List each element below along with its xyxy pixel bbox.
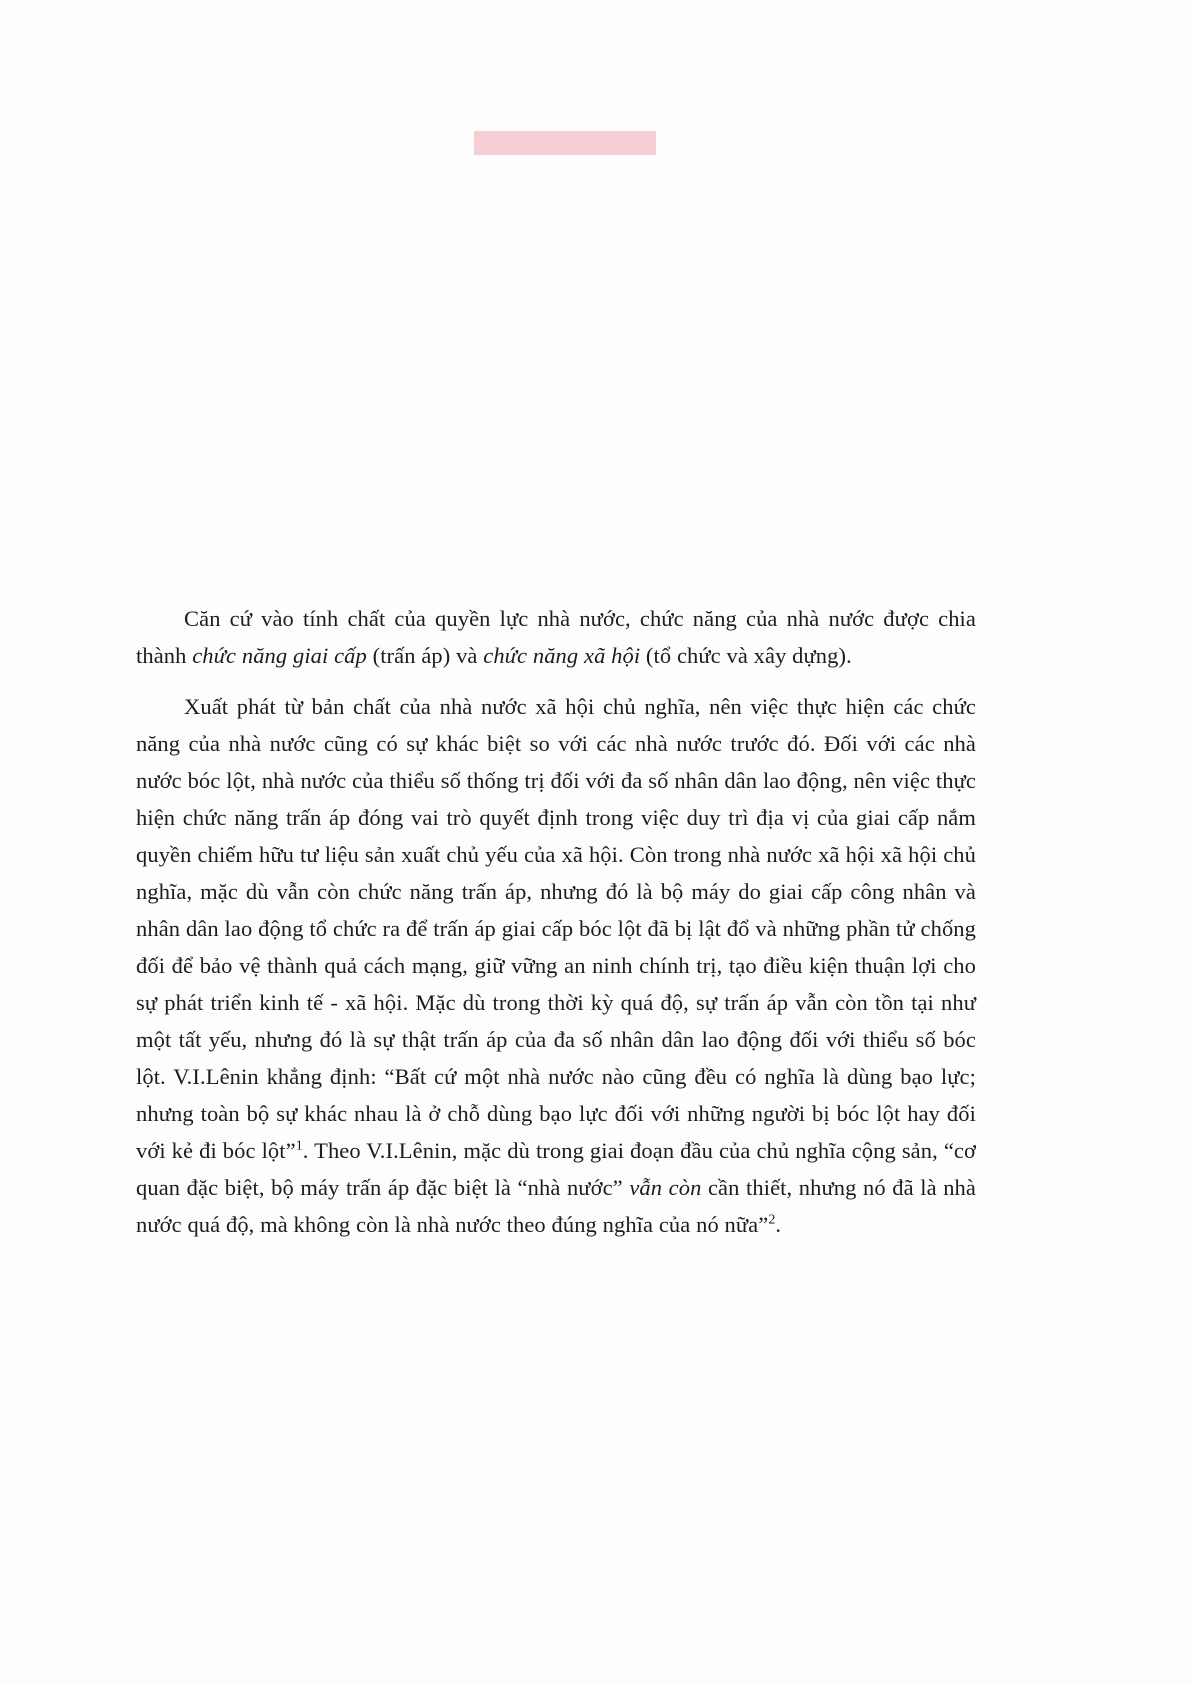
- text-run: .: [775, 1212, 782, 1237]
- footnote-reference: 1: [295, 1138, 303, 1154]
- document-text-body: [136, 600, 976, 1251]
- footnote-reference: 2: [768, 1212, 776, 1228]
- text-run: Xuất phát từ bản chất của nhà nước xã hội chủ nghĩa, nên việc thực hiện các chức năng của nhà nước cũng có sự khác biệt so với các nhà nước trước đó. Đối với các nhà nước bóc lột, nhà nước của thiểu số thống trị đối với đa số nhân dân lao động, nên việc thực hiện chức năng trấn áp đóng vai trò quyết định trong việc duy trì địa vị của giai cấp nắm quyền chiếm hữu tư liệu sản xuất chủ yếu của xã hội. Còn trong nhà nước xã hội xã hội chủ nghĩa, mặc dù vẫn còn chức năng trấn áp, nhưng đó là bộ máy do giai cấp công nhân và nhân dân lao động tổ chức ra để trấn áp giai cấp bóc lột đã bị lật đổ và những phần tử chống đối để bảo vệ thành quả cách mạng, giữ vững an ninh chính trị, tạo điều kiện thuận lợi cho sự phát triển kinh tế - xã hội. Mặc dù trong thời kỳ quá độ, sự trấn áp vẫn còn tồn tại như một tất yếu, nhưng đó là sự thật trấn áp của đa số nhân dân lao động đối với thiểu số bóc lột. V.I.Lênin khẳng định: “Bất cứ một nhà nước nào cũng đều có nghĩa là dùng bạo lực; nhưng toàn bộ sự khác nhau là ở chỗ dùng bạo lực đối với những người bị bóc lột hay đối với kẻ đi bóc lột”: [136, 694, 976, 1163]
- emphasized-term: chức năng xã hội: [483, 643, 641, 668]
- paragraph-2: [136, 688, 976, 1243]
- text-run: cần thiết, nhưng nó đã là nhà nước quá độ, mà không còn là nhà nước theo đúng nghĩa của nó nữa”: [136, 1175, 976, 1237]
- emphasized-term: chức năng giai cấp: [192, 643, 367, 668]
- text-run: . Theo V.I.Lênin, mặc dù trong giai đoạn đầu của chủ nghĩa cộng sản, “cơ quan đặc biệt, bộ máy trấn áp đặc biệt là “nhà nước”: [136, 1138, 976, 1200]
- emphasized-term: vẫn còn: [629, 1175, 702, 1200]
- paragraph-1: [136, 600, 976, 674]
- text-run: Căn cứ vào tính chất của quyền lực nhà nước, chức năng của nhà nước được chia thành: [136, 606, 976, 668]
- pink-highlight-mark: [474, 131, 656, 155]
- text-run: (trấn áp) và: [366, 643, 484, 668]
- text-run: (tổ chức và xây dựng).: [640, 643, 852, 668]
